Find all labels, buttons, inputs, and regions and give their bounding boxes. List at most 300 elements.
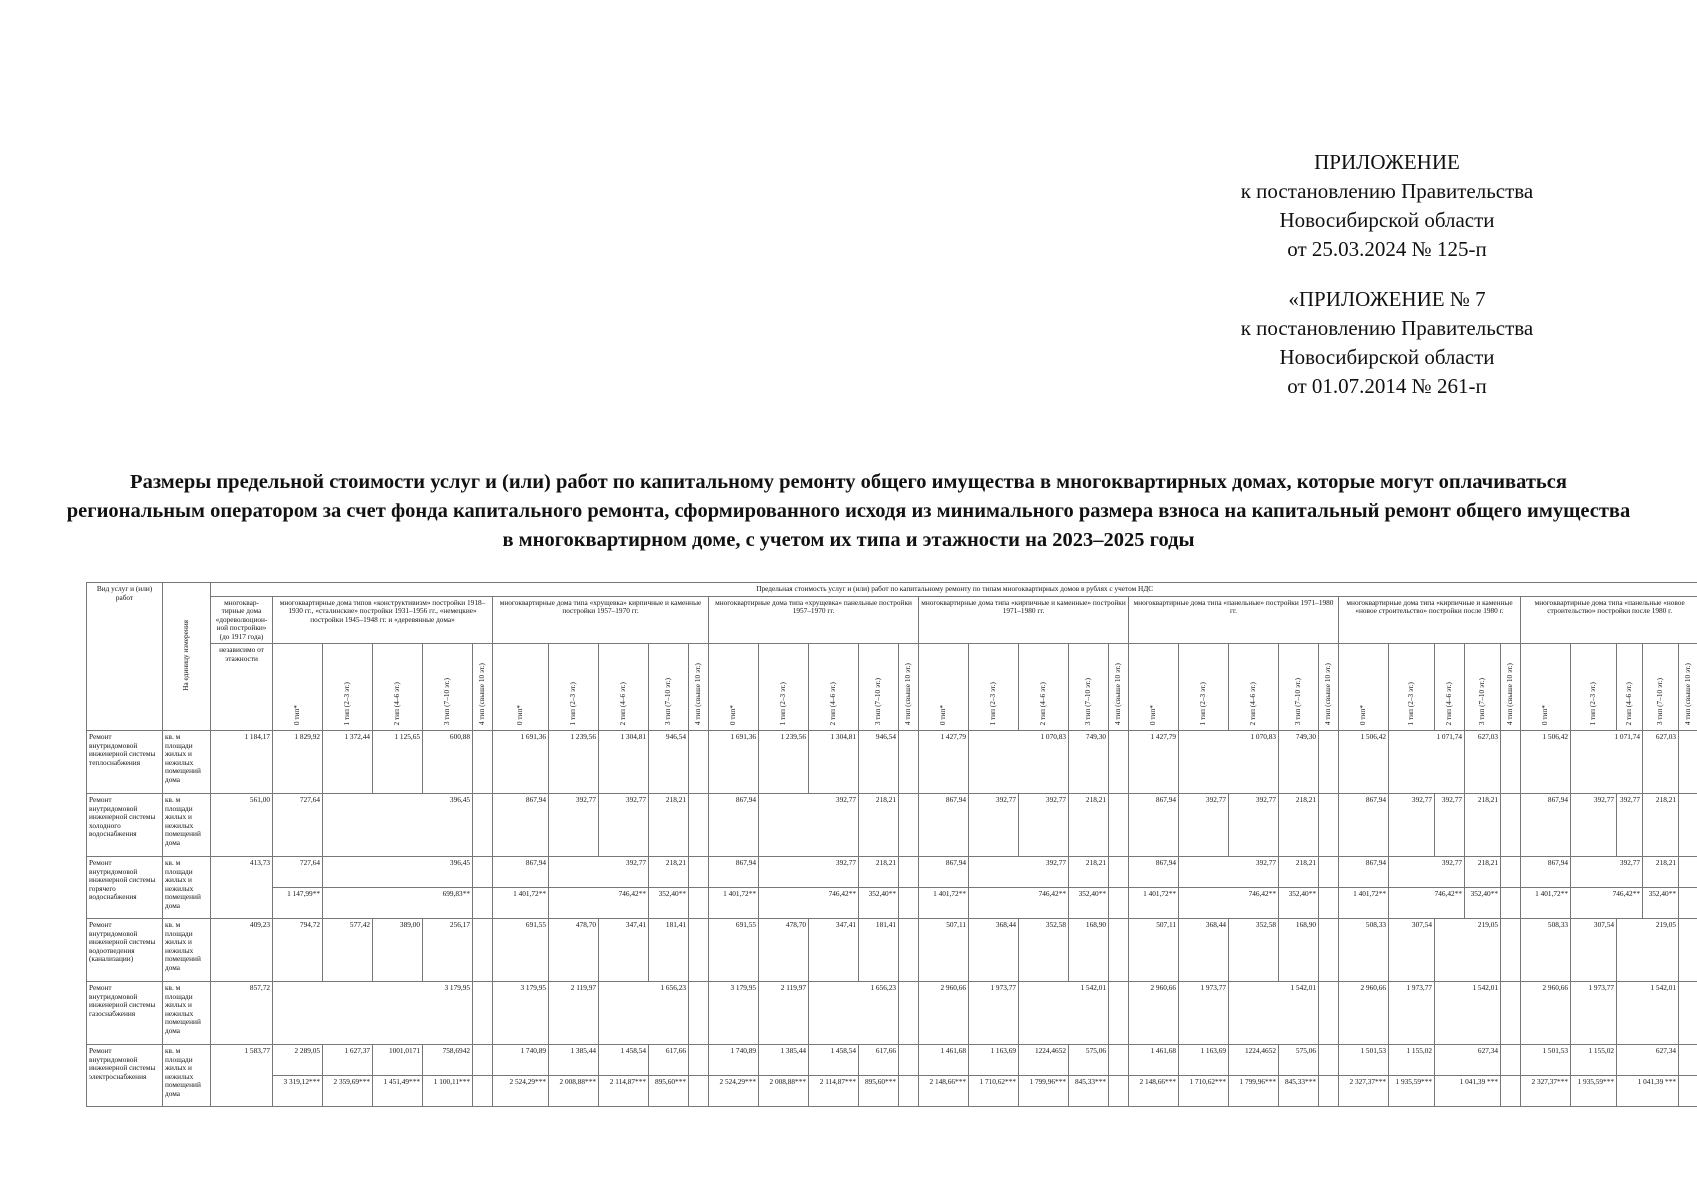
- cost-table: [86, 582, 1697, 1107]
- value-cell: 1 656,23: [809, 982, 899, 1045]
- value-cell: 1224,4652: [1229, 1045, 1279, 1076]
- value-cell: 1 385,44: [759, 1045, 809, 1076]
- value-cell: 409,23: [211, 919, 273, 982]
- value-cell: 1 155,02: [1389, 1045, 1435, 1076]
- value-cell: 392,77: [1571, 794, 1617, 857]
- header-type: 2 тип (4–6 эт.): [1229, 644, 1279, 731]
- work-name: Ремонт внутридомовой инженерной системы электроснабжения: [87, 1045, 163, 1107]
- empty-cell: [1319, 1045, 1339, 1076]
- value-cell: 1 656,23: [599, 982, 689, 1045]
- value-cell: 867,94: [1521, 857, 1571, 888]
- value-cell: 352,40**: [859, 888, 899, 919]
- value-cell: 181,41: [649, 919, 689, 982]
- value-cell: 1 458,54: [599, 1045, 649, 1076]
- value-cell: 1 799,96***: [1229, 1076, 1279, 1107]
- value-cell: 352,40**: [649, 888, 689, 919]
- empty-cell: [1679, 857, 1697, 888]
- value-cell: 1 070,83: [1179, 731, 1279, 794]
- empty-cell: [899, 1076, 919, 1107]
- value-cell: 389,00: [373, 919, 423, 982]
- annex-line: Новосибирской области: [1279, 345, 1495, 369]
- value-cell: 392,77: [549, 794, 599, 857]
- empty-cell: [689, 1076, 709, 1107]
- value-cell: 1 372,44: [323, 731, 373, 794]
- header-type: 1 тип (2–3 эт.): [549, 644, 599, 731]
- empty-cell: [899, 982, 919, 1045]
- empty-cell: [899, 888, 919, 919]
- value-cell: 1 163,69: [969, 1045, 1019, 1076]
- value-cell: 1 401,72**: [1339, 888, 1389, 919]
- value-cell: 392,77: [549, 857, 649, 888]
- empty-cell: [1501, 794, 1521, 857]
- value-cell: 749,30: [1069, 731, 1109, 794]
- value-cell: 1 461,68: [919, 1045, 969, 1076]
- value-cell: 1 401,72**: [1129, 888, 1179, 919]
- value-cell: 575,06: [1279, 1045, 1319, 1076]
- value-cell: 577,42: [323, 919, 373, 982]
- header-group: многоквартирные дома типа «хрущевка» кирпичные и каменные постройки 1957–1970 гг.: [493, 596, 709, 644]
- value-cell: 218,21: [649, 857, 689, 888]
- value-cell: 392,77: [969, 794, 1019, 857]
- empty-cell: [1501, 982, 1521, 1045]
- value-cell: 867,94: [919, 794, 969, 857]
- value-cell: 1224,4652: [1019, 1045, 1069, 1076]
- value-cell: 392,77: [759, 857, 859, 888]
- value-cell: 218,21: [1279, 857, 1319, 888]
- value-cell: 794,72: [273, 919, 323, 982]
- empty-cell: [1109, 888, 1129, 919]
- value-cell: 627,03: [1643, 731, 1679, 794]
- value-cell: 1 184,17: [211, 731, 273, 794]
- annex-line: Новосибирской области: [1279, 208, 1495, 232]
- value-cell: 845,33***: [1069, 1076, 1109, 1107]
- value-cell: 352,40**: [1069, 888, 1109, 919]
- value-cell: 392,77: [969, 857, 1069, 888]
- value-cell: 181,41: [859, 919, 899, 982]
- value-cell: 2 359,69***: [323, 1076, 373, 1107]
- header-type: 1 тип (2–3 эт.): [1389, 644, 1435, 731]
- value-cell: 867,94: [1339, 857, 1389, 888]
- empty-cell: [899, 919, 919, 982]
- value-cell: 895,60***: [859, 1076, 899, 1107]
- empty-cell: [1679, 919, 1697, 982]
- empty-cell: [473, 919, 493, 982]
- value-cell: 867,94: [709, 794, 759, 857]
- value-cell: 1 401,72**: [1521, 888, 1571, 919]
- value-cell: 895,60***: [649, 1076, 689, 1107]
- header-type: 4 тип (свыше 10 эт.): [1109, 644, 1129, 731]
- empty-cell: [1109, 731, 1129, 794]
- value-cell: 218,21: [1279, 794, 1319, 857]
- value-cell: 218,21: [649, 794, 689, 857]
- header-type: 2 тип (4–6 эт.): [599, 644, 649, 731]
- value-cell: 2 960,66: [1521, 982, 1571, 1045]
- value-cell: 1 740,89: [493, 1045, 549, 1076]
- empty-cell: [1501, 857, 1521, 888]
- value-cell: 2 119,97: [549, 982, 599, 1045]
- value-cell: 749,30: [1279, 731, 1319, 794]
- header-type: 3 тип (7–10 эт.): [1643, 644, 1679, 731]
- value-cell: 396,45: [323, 857, 473, 888]
- value-cell: 1001,0171: [373, 1045, 423, 1076]
- value-cell: 392,77: [1389, 794, 1435, 857]
- empty-cell: [1501, 1076, 1521, 1107]
- empty-cell: [899, 731, 919, 794]
- value-cell: 2 114,87***: [809, 1076, 859, 1107]
- value-cell: 1 304,81: [809, 731, 859, 794]
- value-cell: 256,17: [423, 919, 473, 982]
- table-row: [87, 731, 1697, 794]
- empty-cell: [899, 794, 919, 857]
- value-cell: 218,21: [1069, 794, 1109, 857]
- empty-cell: [689, 794, 709, 857]
- value-cell: 1 451,49***: [373, 1076, 423, 1107]
- value-cell: 3 179,95: [493, 982, 549, 1045]
- value-cell: 168,90: [1069, 919, 1109, 982]
- value-cell: 727,64: [273, 794, 323, 857]
- empty-cell: [689, 731, 709, 794]
- table-row: [87, 1076, 1697, 1107]
- value-cell: 2 960,66: [919, 982, 969, 1045]
- value-cell: 946,54: [649, 731, 689, 794]
- empty-cell: [689, 1045, 709, 1076]
- header-group: многоквартирные дома типа «панельные» постройки 1971–1980 гг.: [1129, 596, 1339, 644]
- header-type: 2 тип (4–6 эт.): [809, 644, 859, 731]
- value-cell: 2 524,29***: [493, 1076, 549, 1107]
- value-cell: 1 401,72**: [709, 888, 759, 919]
- header-type: 3 тип (7–10 эт.): [1069, 644, 1109, 731]
- empty-cell: [1109, 1076, 1129, 1107]
- value-cell: 218,21: [859, 794, 899, 857]
- value-cell: 392,77: [1179, 794, 1229, 857]
- value-cell: 2 114,87***: [599, 1076, 649, 1107]
- empty-cell: [689, 888, 709, 919]
- annex-line: от 01.07.2014 № 261-п: [1287, 374, 1487, 398]
- header-type: 0 тип*: [919, 644, 969, 731]
- value-cell: 2 119,97: [759, 982, 809, 1045]
- empty-cell: [1501, 919, 1521, 982]
- value-cell: 746,42**: [1389, 888, 1465, 919]
- value-cell: 218,21: [1465, 794, 1501, 857]
- header-type: 1 тип (2–3 эт.): [1179, 644, 1229, 731]
- value-cell: 392,77: [1019, 794, 1069, 857]
- header-type: 3 тип (7–10 эт.): [649, 644, 689, 731]
- work-name: Ремонт внутридомовой инженерной системы горячего водоснабжения: [87, 857, 163, 919]
- value-cell: 1 070,83: [969, 731, 1069, 794]
- value-cell: 845,33***: [1279, 1076, 1319, 1107]
- value-cell: 347,41: [809, 919, 859, 982]
- empty-cell: [1679, 794, 1697, 857]
- value-cell: 2 524,29***: [709, 1076, 759, 1107]
- value-cell: 691,55: [709, 919, 759, 982]
- value-cell: 867,94: [1129, 857, 1179, 888]
- value-cell: 1 583,77: [211, 1045, 273, 1107]
- value-cell: 1 799,96***: [1019, 1076, 1069, 1107]
- table-row: [87, 919, 1697, 982]
- value-cell: 867,94: [1339, 794, 1389, 857]
- empty-cell: [689, 857, 709, 888]
- value-cell: 2 327,37***: [1339, 1076, 1389, 1107]
- header-type: 3 тип (7–10 эт.): [1279, 644, 1319, 731]
- value-cell: 561,00: [211, 794, 273, 857]
- value-cell: 746,42**: [969, 888, 1069, 919]
- value-cell: 392,77: [759, 794, 859, 857]
- empty-cell: [1109, 919, 1129, 982]
- annex-block: [1197, 148, 1577, 264]
- empty-cell: [1679, 982, 1697, 1045]
- value-cell: 508,33: [1521, 919, 1571, 982]
- annex-line: ПРИЛОЖЕНИЕ: [1314, 150, 1460, 174]
- header-type: 3 тип (7–10 эт.): [859, 644, 899, 731]
- header-type: 4 тип (свыше 10 эт.): [1319, 644, 1339, 731]
- header-type: 4 тип (свыше 10 эт.): [1679, 644, 1697, 731]
- header-type: 1 тип (2–3 эт.): [323, 644, 373, 731]
- value-cell: 168,90: [1279, 919, 1319, 982]
- table-row: [87, 794, 1697, 857]
- document-title: Размеры предельной стоимости услуг и (или) работ по капитальному ремонту общего имущества в многоквартирных домах, которые могут оплачиваться региональным оператором за счет фонда капитального ремонта, сформированного исходя из минимального размера взноса на капитальный ремонт общего имущества в многоквартирном доме, с учетом их типа и этажности на 2023–2025 годы: [66, 471, 1631, 551]
- value-cell: 1 973,77: [1571, 982, 1617, 1045]
- value-cell: 1 542,01: [1019, 982, 1109, 1045]
- annex-line: от 25.03.2024 № 125-п: [1287, 237, 1487, 261]
- value-cell: 3 319,12***: [273, 1076, 323, 1107]
- value-cell: 1 163,69: [1179, 1045, 1229, 1076]
- empty-cell: [1679, 1076, 1697, 1107]
- empty-cell: [1319, 982, 1339, 1045]
- unit-cell: кв. м площади жилых и нежилых помещений дома: [163, 919, 211, 982]
- header-type: 1 тип (2–3 эт.): [969, 644, 1019, 731]
- value-cell: 2 960,66: [1129, 982, 1179, 1045]
- value-cell: 1 935,59***: [1571, 1076, 1617, 1107]
- value-cell: 1 627,37: [323, 1045, 373, 1076]
- value-cell: 857,72: [211, 982, 273, 1045]
- header-type: 2 тип (4–6 эт.): [1019, 644, 1069, 731]
- value-cell: 699,83**: [323, 888, 473, 919]
- value-cell: 1 427,79: [1129, 731, 1179, 794]
- value-cell: 2 148,66***: [919, 1076, 969, 1107]
- empty-cell: [473, 982, 493, 1045]
- value-cell: 1 071,74: [1389, 731, 1465, 794]
- value-cell: 507,11: [1129, 919, 1179, 982]
- value-cell: 600,88: [423, 731, 473, 794]
- value-cell: 575,06: [1069, 1045, 1109, 1076]
- value-cell: 1 691,36: [493, 731, 549, 794]
- value-cell: 352,58: [1229, 919, 1279, 982]
- value-cell: 1 239,56: [549, 731, 599, 794]
- work-name: Ремонт внутридомовой инженерной системы теплоснабжения: [87, 731, 163, 794]
- header-group: многоквар-тирные дома «дореволюцион-ной постройки» (до 1917 года): [211, 596, 273, 644]
- value-cell: 392,77: [1617, 794, 1643, 857]
- value-cell: 218,21: [1643, 794, 1679, 857]
- header-type: 0 тип*: [1521, 644, 1571, 731]
- empty-cell: [473, 1076, 493, 1107]
- value-cell: 352,40**: [1643, 888, 1679, 919]
- header-independent: независимо от этажности: [211, 644, 273, 731]
- empty-cell: [899, 1045, 919, 1076]
- value-cell: 218,21: [1465, 857, 1501, 888]
- value-cell: 1 973,77: [969, 982, 1019, 1045]
- value-cell: 219,05: [1617, 919, 1679, 982]
- value-cell: 1 071,74: [1571, 731, 1643, 794]
- table-row: [87, 888, 1697, 919]
- value-cell: 617,66: [859, 1045, 899, 1076]
- value-cell: 627,34: [1617, 1045, 1679, 1076]
- header-work-type: Вид услуг и (или) работ: [87, 583, 163, 731]
- value-cell: 352,58: [1019, 919, 1069, 982]
- value-cell: 1 740,89: [709, 1045, 759, 1076]
- unit-cell: кв. м площади жилых и нежилых помещений дома: [163, 794, 211, 857]
- value-cell: 1 401,72**: [493, 888, 549, 919]
- empty-cell: [1319, 794, 1339, 857]
- value-cell: 1 239,56: [759, 731, 809, 794]
- annex-line: к постановлению Правительства: [1240, 179, 1534, 203]
- header-type: 4 тип (свыше 10 эт.): [899, 644, 919, 731]
- empty-cell: [1501, 888, 1521, 919]
- value-cell: 3 179,95: [273, 982, 473, 1045]
- value-cell: 627,03: [1465, 731, 1501, 794]
- value-cell: 352,40**: [1279, 888, 1319, 919]
- value-cell: 867,94: [493, 857, 549, 888]
- value-cell: 746,42**: [1179, 888, 1279, 919]
- table-row: [87, 857, 1697, 888]
- header-group: многоквартирные дома типа «кирпичные и каменные» постройки 1971–1980 гг.: [919, 596, 1129, 644]
- value-cell: 368,44: [969, 919, 1019, 982]
- value-cell: 392,77: [1389, 857, 1465, 888]
- header-type: 2 тип (4–6 эт.): [1435, 644, 1465, 731]
- header-group: многоквартирные дома типа «хрущевка» панельные постройки 1957–1970 гг.: [709, 596, 919, 644]
- value-cell: 746,42**: [549, 888, 649, 919]
- value-cell: 2 008,88***: [759, 1076, 809, 1107]
- value-cell: 1 542,01: [1229, 982, 1319, 1045]
- value-cell: 507,11: [919, 919, 969, 982]
- value-cell: 413,73: [211, 857, 273, 919]
- value-cell: 307,54: [1571, 919, 1617, 982]
- empty-cell: [1501, 1045, 1521, 1076]
- value-cell: 1 710,62***: [1179, 1076, 1229, 1107]
- value-cell: 1 147,99**: [273, 888, 323, 919]
- value-cell: 1 710,62***: [969, 1076, 1019, 1107]
- annex-line: «ПРИЛОЖЕНИЕ № 7: [1288, 287, 1486, 311]
- value-cell: 2 148,66***: [1129, 1076, 1179, 1107]
- value-cell: 1 829,92: [273, 731, 323, 794]
- value-cell: 1 401,72**: [919, 888, 969, 919]
- empty-cell: [1501, 731, 1521, 794]
- value-cell: 867,94: [1129, 794, 1179, 857]
- table-row: [87, 982, 1697, 1045]
- empty-cell: [1319, 731, 1339, 794]
- header-type: 0 тип*: [1339, 644, 1389, 731]
- work-name: Ремонт внутридомовой инженерной системы газоснабжения: [87, 982, 163, 1045]
- unit-cell: кв. м площади жилых и нежилых помещений дома: [163, 982, 211, 1045]
- header-group: многоквартирные дома типа «панельные «новое строительство» постройки после 1980 г.: [1521, 596, 1697, 644]
- value-cell: 1 506,42: [1521, 731, 1571, 794]
- header-type: 3 тип (7–10 эт.): [423, 644, 473, 731]
- header-type: 3 тип (7–10 эт.): [1465, 644, 1501, 731]
- value-cell: 1 501,53: [1339, 1045, 1389, 1076]
- empty-cell: [1679, 888, 1697, 919]
- empty-cell: [1319, 1076, 1339, 1107]
- header-type: 4 тип (свыше 10 эт.): [689, 644, 709, 731]
- header-type: 0 тип*: [273, 644, 323, 731]
- value-cell: 218,21: [1643, 857, 1679, 888]
- value-cell: 2 327,37***: [1521, 1076, 1571, 1107]
- value-cell: 1 100,11***: [423, 1076, 473, 1107]
- empty-cell: [473, 888, 493, 919]
- empty-cell: [1319, 919, 1339, 982]
- empty-cell: [473, 794, 493, 857]
- value-cell: 1 935,59***: [1389, 1076, 1435, 1107]
- value-cell: 691,55: [493, 919, 549, 982]
- unit-cell: кв. м площади жилых и нежилых помещений дома: [163, 857, 211, 919]
- empty-cell: [1319, 857, 1339, 888]
- table-row: [87, 1045, 1697, 1076]
- empty-cell: [473, 857, 493, 888]
- value-cell: 219,05: [1435, 919, 1501, 982]
- value-cell: 1 041,39 ***: [1617, 1076, 1679, 1107]
- value-cell: 867,94: [1521, 794, 1571, 857]
- value-cell: 1 973,77: [1179, 982, 1229, 1045]
- value-cell: 368,44: [1179, 919, 1229, 982]
- value-cell: 392,77: [1229, 794, 1279, 857]
- value-cell: 2 960,66: [1339, 982, 1389, 1045]
- previous-annex-block: [1197, 285, 1577, 401]
- header-type: 1 тип (2–3 эт.): [759, 644, 809, 731]
- empty-cell: [689, 919, 709, 982]
- value-cell: 1 461,68: [1129, 1045, 1179, 1076]
- empty-cell: [473, 731, 493, 794]
- value-cell: 746,42**: [1571, 888, 1643, 919]
- value-cell: 1 155,02: [1571, 1045, 1617, 1076]
- unit-cell: кв. м площади жилых и нежилых помещений дома: [163, 1045, 211, 1107]
- value-cell: 867,94: [709, 857, 759, 888]
- value-cell: 1 542,01: [1617, 982, 1679, 1045]
- header-group: многоквартирные дома типов «конструктивизм» постройки 1918–1930 гг., «сталинские» постройки 1931–1956 гг., «немецкие» постройки 1945–1948 гг. и «деревянные дома»: [273, 596, 493, 644]
- annex-line: к постановлению Правительства: [1240, 316, 1534, 340]
- value-cell: 1 501,53: [1521, 1045, 1571, 1076]
- header-type: 4 тип (свыше 10 эт.): [473, 644, 493, 731]
- empty-cell: [1109, 982, 1129, 1045]
- empty-cell: [1109, 794, 1129, 857]
- empty-cell: [1319, 888, 1339, 919]
- value-cell: 1 542,01: [1435, 982, 1501, 1045]
- value-cell: 352,40**: [1465, 888, 1501, 919]
- header-type: 0 тип*: [493, 644, 549, 731]
- empty-cell: [1109, 1045, 1129, 1076]
- value-cell: 627,34: [1435, 1045, 1501, 1076]
- header-type: 1 тип (2–3 эт.): [1571, 644, 1617, 731]
- value-cell: 1 506,42: [1339, 731, 1389, 794]
- value-cell: 746,42**: [759, 888, 859, 919]
- value-cell: 478,70: [759, 919, 809, 982]
- header-unit: На единицу измерения: [163, 583, 211, 731]
- header-type: 0 тип*: [709, 644, 759, 731]
- value-cell: 867,94: [493, 794, 549, 857]
- header-main: Предельная стоимость услуг и (или) работ по капитальному ремонту по типам многоквартирных домов в рублях с учетом НДС: [211, 583, 1697, 597]
- empty-cell: [1679, 731, 1697, 794]
- header-type: 4 тип (свыше 10 эт.): [1501, 644, 1521, 731]
- value-cell: 1 385,44: [549, 1045, 599, 1076]
- work-name: Ремонт внутридомовой инженерной системы водоотведения (канализации): [87, 919, 163, 982]
- header-group: многоквартирные дома типа «кирпичные и каменные «новое строительство» постройки после 1980 г.: [1339, 596, 1521, 644]
- value-cell: 392,77: [1179, 857, 1279, 888]
- value-cell: 218,21: [1069, 857, 1109, 888]
- empty-cell: [473, 1045, 493, 1076]
- value-cell: 867,94: [919, 857, 969, 888]
- value-cell: 1 304,81: [599, 731, 649, 794]
- value-cell: 1 458,54: [809, 1045, 859, 1076]
- value-cell: 1 427,79: [919, 731, 969, 794]
- value-cell: 478,70: [549, 919, 599, 982]
- value-cell: 617,66: [649, 1045, 689, 1076]
